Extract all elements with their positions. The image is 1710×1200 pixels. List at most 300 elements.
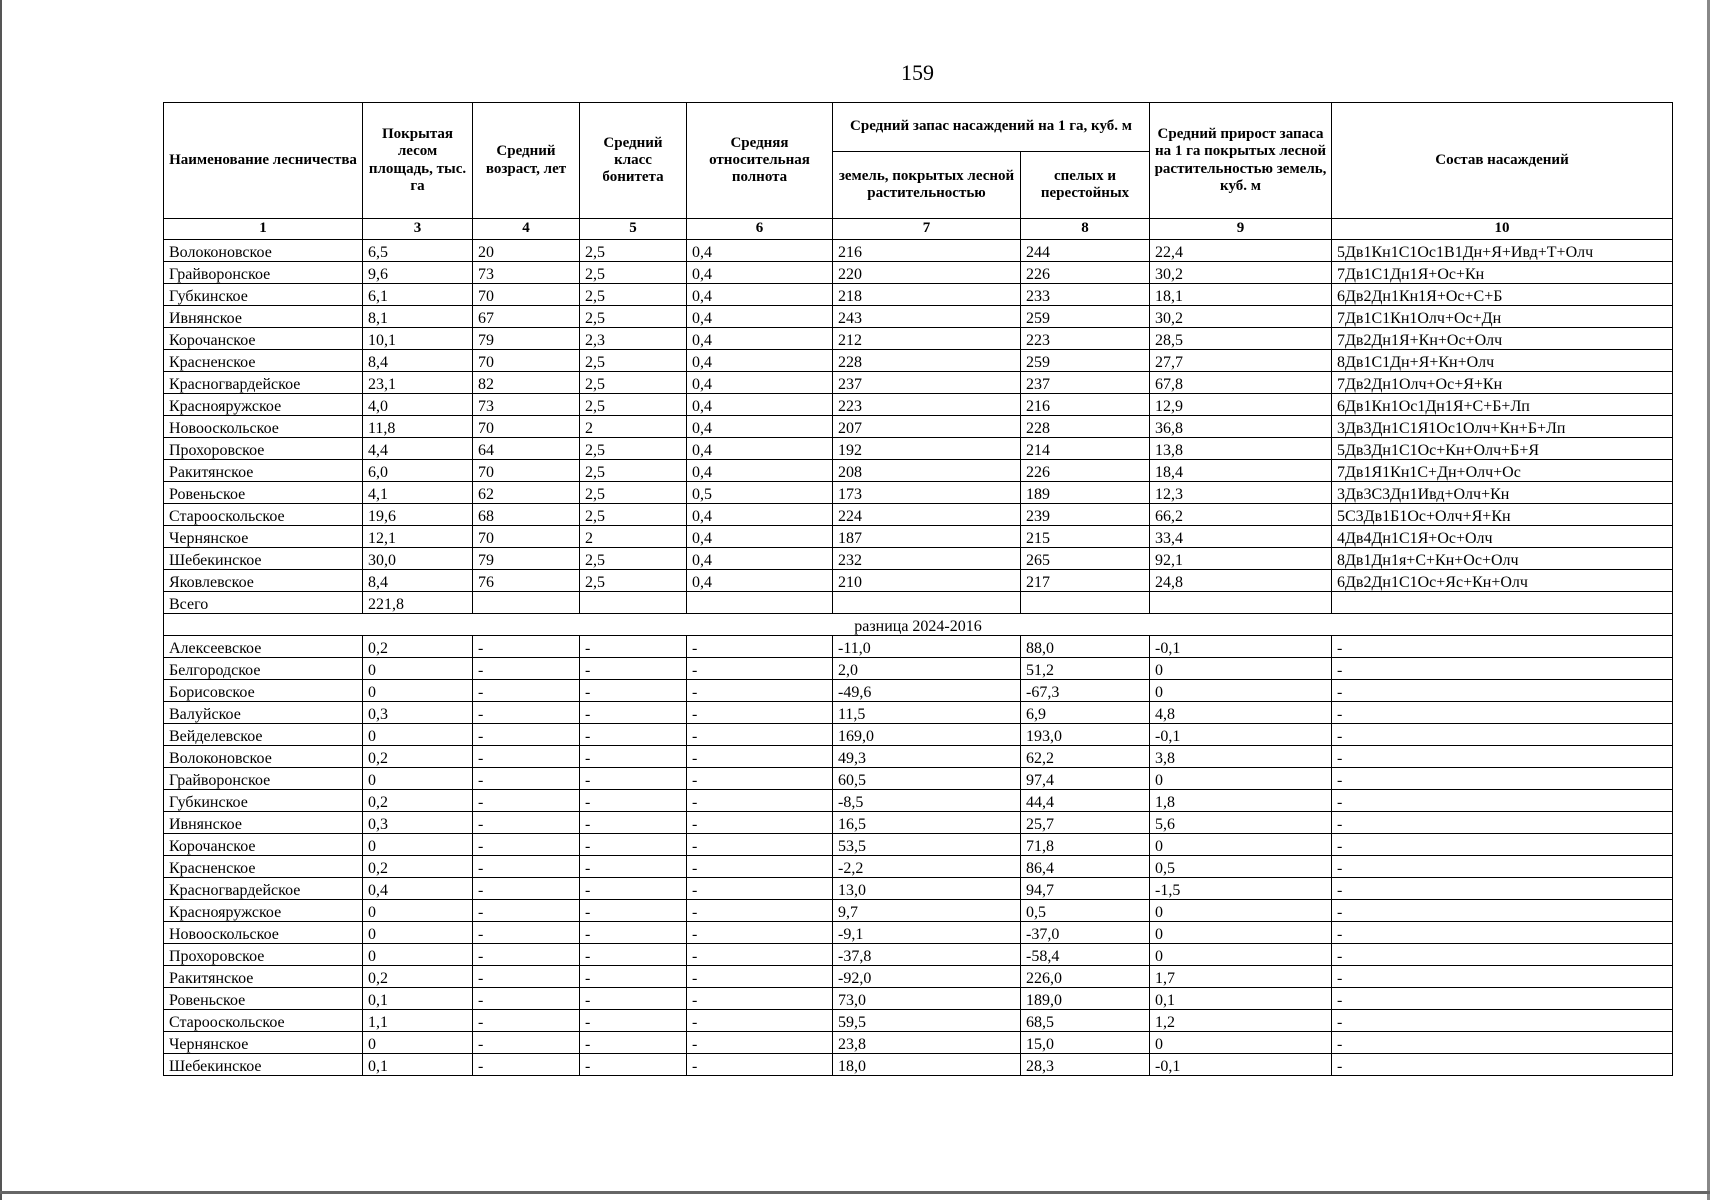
cell-stock-mature: 62,2 xyxy=(1021,746,1150,768)
cell-growth: 0 xyxy=(1150,768,1332,790)
cell-bonitet: 2,5 xyxy=(580,438,687,460)
cell-area: 0,1 xyxy=(363,1054,473,1076)
cell-density: - xyxy=(687,636,833,658)
table-row xyxy=(164,328,1673,350)
cell-stock-mature: 189,0 xyxy=(1021,988,1150,1010)
cell-bonitet: 2 xyxy=(580,416,687,438)
table-row xyxy=(164,438,1673,460)
cell-area: 6,5 xyxy=(363,240,473,262)
cell-growth: -0,1 xyxy=(1150,636,1332,658)
cell-bonitet: 2,5 xyxy=(580,240,687,262)
cell-composition: - xyxy=(1332,636,1673,658)
table-row xyxy=(164,724,1673,746)
table-row xyxy=(164,306,1673,328)
cell-name: Корочанское xyxy=(164,328,363,350)
header-stock-forest: земель, покрытых лесной растительностью xyxy=(833,152,1021,219)
cell-density: - xyxy=(687,922,833,944)
column-number: 3 xyxy=(363,219,473,240)
section-row xyxy=(164,614,1673,636)
cell-name: Грайворонское xyxy=(164,262,363,284)
cell-area: 30,0 xyxy=(363,548,473,570)
cell-density: - xyxy=(687,1054,833,1076)
cell-name: Шебекинское xyxy=(164,548,363,570)
cell-area: 0 xyxy=(363,680,473,702)
cell-stock-forest: 169,0 xyxy=(833,724,1021,746)
cell-composition: 7Дв2Дн1Я+Кн+Ос+Олч xyxy=(1332,328,1673,350)
cell-density: - xyxy=(687,790,833,812)
cell-area: 0 xyxy=(363,768,473,790)
cell-composition: 5С3Дв1Б1Ос+Олч+Я+Кн xyxy=(1332,504,1673,526)
cell-composition: 5Дв3Дн1С1Ос+Кн+Олч+Б+Я xyxy=(1332,438,1673,460)
cell-bonitet: 2,5 xyxy=(580,262,687,284)
cell-composition: - xyxy=(1332,1054,1673,1076)
cell-density: 0,5 xyxy=(687,482,833,504)
cell-stock-mature: 94,7 xyxy=(1021,878,1150,900)
header-stock-group: Средний запас насаждений на 1 га, куб. м xyxy=(833,103,1150,152)
cell-area: 12,1 xyxy=(363,526,473,548)
table-row xyxy=(164,504,1673,526)
cell-name: Ивнянское xyxy=(164,812,363,834)
cell-name: Красненское xyxy=(164,350,363,372)
cell-density: - xyxy=(687,966,833,988)
cell-composition: 3Дв3С3Дн1Ивд+Олч+Кн xyxy=(1332,482,1673,504)
cell-composition: - xyxy=(1332,1032,1673,1054)
cell-stock-forest: 232 xyxy=(833,548,1021,570)
cell-growth: 12,9 xyxy=(1150,394,1332,416)
cell-stock-forest: -49,6 xyxy=(833,680,1021,702)
table-row xyxy=(164,240,1673,262)
cell-bonitet: 2,5 xyxy=(580,350,687,372)
table-row xyxy=(164,856,1673,878)
cell-age: - xyxy=(473,812,580,834)
cell-bonitet: 2,5 xyxy=(580,394,687,416)
cell-name: Вейделевское xyxy=(164,724,363,746)
cell-bonitet: - xyxy=(580,1054,687,1076)
table-row xyxy=(164,900,1673,922)
cell-bonitet: - xyxy=(580,812,687,834)
cell-growth: 1,8 xyxy=(1150,790,1332,812)
cell-age: - xyxy=(473,636,580,658)
cell-composition: - xyxy=(1332,702,1673,724)
cell-growth: -0,1 xyxy=(1150,724,1332,746)
cell-stock-mature: -67,3 xyxy=(1021,680,1150,702)
cell-name: Волоконовское xyxy=(164,240,363,262)
cell-density: 0,4 xyxy=(687,504,833,526)
cell-stock-mature: 51,2 xyxy=(1021,658,1150,680)
cell-area: 0 xyxy=(363,922,473,944)
cell-bonitet: 2 xyxy=(580,526,687,548)
cell-composition: 6Дв1Кн1Ос1Дн1Я+С+Б+Лп xyxy=(1332,394,1673,416)
cell-growth: 22,4 xyxy=(1150,240,1332,262)
cell-bonitet: 2,5 xyxy=(580,548,687,570)
table-row xyxy=(164,966,1673,988)
cell-area: 6,1 xyxy=(363,284,473,306)
cell-stock-forest: 223 xyxy=(833,394,1021,416)
cell-area: 8,1 xyxy=(363,306,473,328)
cell-density: - xyxy=(687,834,833,856)
cell-composition: - xyxy=(1332,922,1673,944)
cell-stock-forest: 73,0 xyxy=(833,988,1021,1010)
table-row xyxy=(164,702,1673,724)
cell-growth: 0 xyxy=(1150,900,1332,922)
cell-growth: 66,2 xyxy=(1150,504,1332,526)
cell-stock-forest: 237 xyxy=(833,372,1021,394)
cell-bonitet: - xyxy=(580,944,687,966)
cell-density: 0,4 xyxy=(687,328,833,350)
cell-bonitet: 2,5 xyxy=(580,504,687,526)
cell-bonitet: - xyxy=(580,878,687,900)
cell-age: 62 xyxy=(473,482,580,504)
cell-stock-forest: -8,5 xyxy=(833,790,1021,812)
cell-stock-forest: -11,0 xyxy=(833,636,1021,658)
total-empty-cell xyxy=(687,592,833,614)
column-number: 9 xyxy=(1150,219,1332,240)
cell-density: 0,4 xyxy=(687,416,833,438)
cell-area: 0,1 xyxy=(363,988,473,1010)
total-empty-cell xyxy=(580,592,687,614)
cell-growth: 18,1 xyxy=(1150,284,1332,306)
cell-stock-forest: -37,8 xyxy=(833,944,1021,966)
cell-stock-mature: 259 xyxy=(1021,306,1150,328)
cell-growth: 18,4 xyxy=(1150,460,1332,482)
cell-composition: - xyxy=(1332,988,1673,1010)
cell-area: 0,2 xyxy=(363,746,473,768)
cell-age: 70 xyxy=(473,526,580,548)
table-body xyxy=(164,240,1673,1076)
table-row xyxy=(164,658,1673,680)
cell-composition: 6Дв2Дн1С1Ос+Яс+Кн+Олч xyxy=(1332,570,1673,592)
cell-name: Краснояружское xyxy=(164,900,363,922)
cell-composition: - xyxy=(1332,812,1673,834)
cell-age: - xyxy=(473,988,580,1010)
header-bonitet: Средний класс бонитета xyxy=(580,103,687,219)
cell-density: 0,4 xyxy=(687,372,833,394)
table-row xyxy=(164,284,1673,306)
cell-density: - xyxy=(687,724,833,746)
cell-age: 70 xyxy=(473,416,580,438)
total-empty-cell xyxy=(1332,592,1673,614)
cell-density: 0,4 xyxy=(687,438,833,460)
cell-area: 0,3 xyxy=(363,812,473,834)
cell-growth: 12,3 xyxy=(1150,482,1332,504)
cell-age: 70 xyxy=(473,350,580,372)
cell-age: - xyxy=(473,834,580,856)
cell-stock-forest: 59,5 xyxy=(833,1010,1021,1032)
cell-name: Шебекинское xyxy=(164,1054,363,1076)
cell-stock-forest: 210 xyxy=(833,570,1021,592)
cell-stock-mature: 259 xyxy=(1021,350,1150,372)
cell-name: Красненское xyxy=(164,856,363,878)
cell-area: 0 xyxy=(363,724,473,746)
cell-age: 70 xyxy=(473,284,580,306)
cell-composition: - xyxy=(1332,658,1673,680)
page-number: 159 xyxy=(901,60,934,85)
cell-bonitet: - xyxy=(580,856,687,878)
cell-area: 6,0 xyxy=(363,460,473,482)
table-row xyxy=(164,372,1673,394)
cell-bonitet: - xyxy=(580,746,687,768)
table-row xyxy=(164,350,1673,372)
cell-age: 67 xyxy=(473,306,580,328)
cell-density: 0,4 xyxy=(687,240,833,262)
cell-name: Ровеньское xyxy=(164,482,363,504)
table-row xyxy=(164,460,1673,482)
cell-name: Новооскольское xyxy=(164,416,363,438)
cell-composition: - xyxy=(1332,878,1673,900)
cell-area: 8,4 xyxy=(363,350,473,372)
cell-stock-forest: 23,8 xyxy=(833,1032,1021,1054)
cell-area: 9,6 xyxy=(363,262,473,284)
cell-stock-mature: 226 xyxy=(1021,460,1150,482)
cell-growth: 0 xyxy=(1150,1032,1332,1054)
cell-stock-forest: 11,5 xyxy=(833,702,1021,724)
cell-area: 1,1 xyxy=(363,1010,473,1032)
header-row-1 xyxy=(164,103,1673,152)
cell-area: 8,4 xyxy=(363,570,473,592)
cell-age: - xyxy=(473,922,580,944)
cell-stock-forest: 212 xyxy=(833,328,1021,350)
cell-growth: 0,5 xyxy=(1150,856,1332,878)
cell-bonitet: 2,5 xyxy=(580,284,687,306)
cell-age: - xyxy=(473,658,580,680)
cell-stock-mature: 68,5 xyxy=(1021,1010,1150,1032)
total-label: Всего xyxy=(164,592,363,614)
cell-bonitet: - xyxy=(580,658,687,680)
cell-stock-mature: 228 xyxy=(1021,416,1150,438)
cell-composition: 7Дв1С1Кн1Олч+Ос+Дн xyxy=(1332,306,1673,328)
cell-growth: 30,2 xyxy=(1150,306,1332,328)
cell-name: Прохоровское xyxy=(164,438,363,460)
total-row xyxy=(164,592,1673,614)
cell-stock-mature: 15,0 xyxy=(1021,1032,1150,1054)
cell-stock-forest: 208 xyxy=(833,460,1021,482)
cell-area: 0,4 xyxy=(363,878,473,900)
table-row xyxy=(164,262,1673,284)
cell-stock-forest: 228 xyxy=(833,350,1021,372)
cell-density: - xyxy=(687,768,833,790)
cell-density: - xyxy=(687,680,833,702)
cell-stock-mature: 193,0 xyxy=(1021,724,1150,746)
scan-edge-left xyxy=(0,0,2,1200)
cell-composition: 5Дв1Кн1С1Ос1В1Дн+Я+Ивд+Т+Олч xyxy=(1332,240,1673,262)
cell-age: - xyxy=(473,790,580,812)
cell-area: 10,1 xyxy=(363,328,473,350)
cell-bonitet: 2,3 xyxy=(580,328,687,350)
cell-age: 70 xyxy=(473,460,580,482)
cell-stock-mature: 189 xyxy=(1021,482,1150,504)
header-density: Средняя относительная полнота xyxy=(687,103,833,219)
cell-stock-mature: 214 xyxy=(1021,438,1150,460)
table-row xyxy=(164,812,1673,834)
cell-growth: 0,1 xyxy=(1150,988,1332,1010)
cell-bonitet: - xyxy=(580,636,687,658)
header-area: Покрытая лесом площадь, тыс. га xyxy=(363,103,473,219)
table-row xyxy=(164,1032,1673,1054)
cell-age: - xyxy=(473,768,580,790)
cell-area: 11,8 xyxy=(363,416,473,438)
column-number: 4 xyxy=(473,219,580,240)
cell-composition: 8Дв1С1Дн+Я+Кн+Олч xyxy=(1332,350,1673,372)
cell-name: Волоконовское xyxy=(164,746,363,768)
total-empty-cell xyxy=(833,592,1021,614)
cell-stock-mature: 44,4 xyxy=(1021,790,1150,812)
cell-stock-forest: 60,5 xyxy=(833,768,1021,790)
cell-composition: 6Дв2Дн1Кн1Я+Ос+С+Б xyxy=(1332,284,1673,306)
cell-stock-mature: 6,9 xyxy=(1021,702,1150,724)
cell-stock-forest: 18,0 xyxy=(833,1054,1021,1076)
cell-stock-mature: 88,0 xyxy=(1021,636,1150,658)
cell-age: 82 xyxy=(473,372,580,394)
cell-stock-mature: 28,3 xyxy=(1021,1054,1150,1076)
cell-stock-forest: 216 xyxy=(833,240,1021,262)
cell-name: Чернянское xyxy=(164,526,363,548)
cell-stock-forest: 243 xyxy=(833,306,1021,328)
cell-stock-mature: 216 xyxy=(1021,394,1150,416)
cell-age: - xyxy=(473,702,580,724)
cell-area: 0 xyxy=(363,944,473,966)
table-row xyxy=(164,768,1673,790)
cell-name: Чернянское xyxy=(164,1032,363,1054)
cell-age: - xyxy=(473,856,580,878)
cell-bonitet: - xyxy=(580,724,687,746)
cell-growth: 1,2 xyxy=(1150,1010,1332,1032)
cell-composition: 7Дв2Дн1Олч+Ос+Я+Кн xyxy=(1332,372,1673,394)
cell-area: 4,4 xyxy=(363,438,473,460)
cell-area: 0,3 xyxy=(363,702,473,724)
cell-stock-mature: 233 xyxy=(1021,284,1150,306)
cell-growth: 24,8 xyxy=(1150,570,1332,592)
cell-density: 0,4 xyxy=(687,548,833,570)
cell-age: - xyxy=(473,1032,580,1054)
cell-growth: 28,5 xyxy=(1150,328,1332,350)
cell-density: - xyxy=(687,658,833,680)
cell-name: Новооскольское xyxy=(164,922,363,944)
cell-name: Губкинское xyxy=(164,284,363,306)
cell-stock-mature: 86,4 xyxy=(1021,856,1150,878)
cell-name: Прохоровское xyxy=(164,944,363,966)
cell-growth: 5,6 xyxy=(1150,812,1332,834)
cell-area: 4,0 xyxy=(363,394,473,416)
cell-age: 76 xyxy=(473,570,580,592)
cell-stock-mature: 226 xyxy=(1021,262,1150,284)
cell-growth: 13,8 xyxy=(1150,438,1332,460)
table-row xyxy=(164,636,1673,658)
column-number: 5 xyxy=(580,219,687,240)
cell-density: 0,4 xyxy=(687,306,833,328)
cell-stock-forest: 49,3 xyxy=(833,746,1021,768)
cell-bonitet: - xyxy=(580,1032,687,1054)
cell-density: - xyxy=(687,812,833,834)
cell-growth: 27,7 xyxy=(1150,350,1332,372)
scan-edge-bottom xyxy=(0,1191,1710,1194)
cell-composition: - xyxy=(1332,790,1673,812)
cell-age: - xyxy=(473,680,580,702)
cell-age: - xyxy=(473,900,580,922)
cell-name: Ракитянское xyxy=(164,460,363,482)
cell-growth: 0 xyxy=(1150,944,1332,966)
cell-area: 19,6 xyxy=(363,504,473,526)
cell-stock-mature: 71,8 xyxy=(1021,834,1150,856)
cell-area: 23,1 xyxy=(363,372,473,394)
cell-growth: 36,8 xyxy=(1150,416,1332,438)
cell-bonitet: - xyxy=(580,1010,687,1032)
cell-composition: - xyxy=(1332,1010,1673,1032)
total-empty-cell xyxy=(1150,592,1332,614)
cell-density: 0,4 xyxy=(687,570,833,592)
cell-stock-mature: 226,0 xyxy=(1021,966,1150,988)
cell-stock-mature: 25,7 xyxy=(1021,812,1150,834)
cell-area: 0,2 xyxy=(363,856,473,878)
table-row xyxy=(164,570,1673,592)
cell-age: - xyxy=(473,1054,580,1076)
cell-bonitet: - xyxy=(580,922,687,944)
cell-density: - xyxy=(687,878,833,900)
table-row xyxy=(164,878,1673,900)
table-row xyxy=(164,394,1673,416)
total-empty-cell xyxy=(1021,592,1150,614)
cell-growth: -0,1 xyxy=(1150,1054,1332,1076)
cell-composition: - xyxy=(1332,834,1673,856)
cell-bonitet: 2,5 xyxy=(580,460,687,482)
table-row xyxy=(164,526,1673,548)
cell-composition: - xyxy=(1332,900,1673,922)
cell-bonitet: - xyxy=(580,834,687,856)
column-number: 1 xyxy=(164,219,363,240)
cell-age: 79 xyxy=(473,328,580,350)
cell-name: Борисовское xyxy=(164,680,363,702)
cell-growth: 30,2 xyxy=(1150,262,1332,284)
cell-composition: - xyxy=(1332,746,1673,768)
cell-age: - xyxy=(473,966,580,988)
forest-data-table xyxy=(163,102,1673,1076)
cell-area: 0 xyxy=(363,1032,473,1054)
cell-stock-mature: 223 xyxy=(1021,328,1150,350)
cell-bonitet: - xyxy=(580,702,687,724)
cell-composition: - xyxy=(1332,680,1673,702)
table-row xyxy=(164,834,1673,856)
cell-name: Яковлевское xyxy=(164,570,363,592)
cell-name: Грайворонское xyxy=(164,768,363,790)
cell-area: 0 xyxy=(363,900,473,922)
cell-composition: 7Дв1Я1Кн1С+Дн+Олч+Ос xyxy=(1332,460,1673,482)
cell-bonitet: 2,5 xyxy=(580,570,687,592)
cell-composition: 3Дв3Дн1С1Я1Ос1Олч+Кн+Б+Лп xyxy=(1332,416,1673,438)
section-label: разница 2024-2016 xyxy=(164,614,1673,636)
cell-density: - xyxy=(687,988,833,1010)
cell-stock-forest: -2,2 xyxy=(833,856,1021,878)
cell-stock-forest: 2,0 xyxy=(833,658,1021,680)
cell-stock-mature: -58,4 xyxy=(1021,944,1150,966)
cell-composition: 4Дв4Дн1С1Я+Ос+Олч xyxy=(1332,526,1673,548)
cell-stock-mature: 97,4 xyxy=(1021,768,1150,790)
cell-stock-mature: 244 xyxy=(1021,240,1150,262)
cell-stock-forest: 9,7 xyxy=(833,900,1021,922)
cell-age: - xyxy=(473,1010,580,1032)
cell-composition: - xyxy=(1332,856,1673,878)
cell-bonitet: - xyxy=(580,988,687,1010)
cell-growth: 3,8 xyxy=(1150,746,1332,768)
cell-density: 0,4 xyxy=(687,350,833,372)
table-row xyxy=(164,922,1673,944)
cell-growth: 0 xyxy=(1150,680,1332,702)
cell-growth: 33,4 xyxy=(1150,526,1332,548)
cell-bonitet: - xyxy=(580,966,687,988)
cell-composition: 7Дв1С1Дн1Я+Ос+Кн xyxy=(1332,262,1673,284)
header-composition: Состав насаждений xyxy=(1332,103,1673,219)
table-row xyxy=(164,944,1673,966)
cell-name: Губкинское xyxy=(164,790,363,812)
cell-age: 73 xyxy=(473,394,580,416)
